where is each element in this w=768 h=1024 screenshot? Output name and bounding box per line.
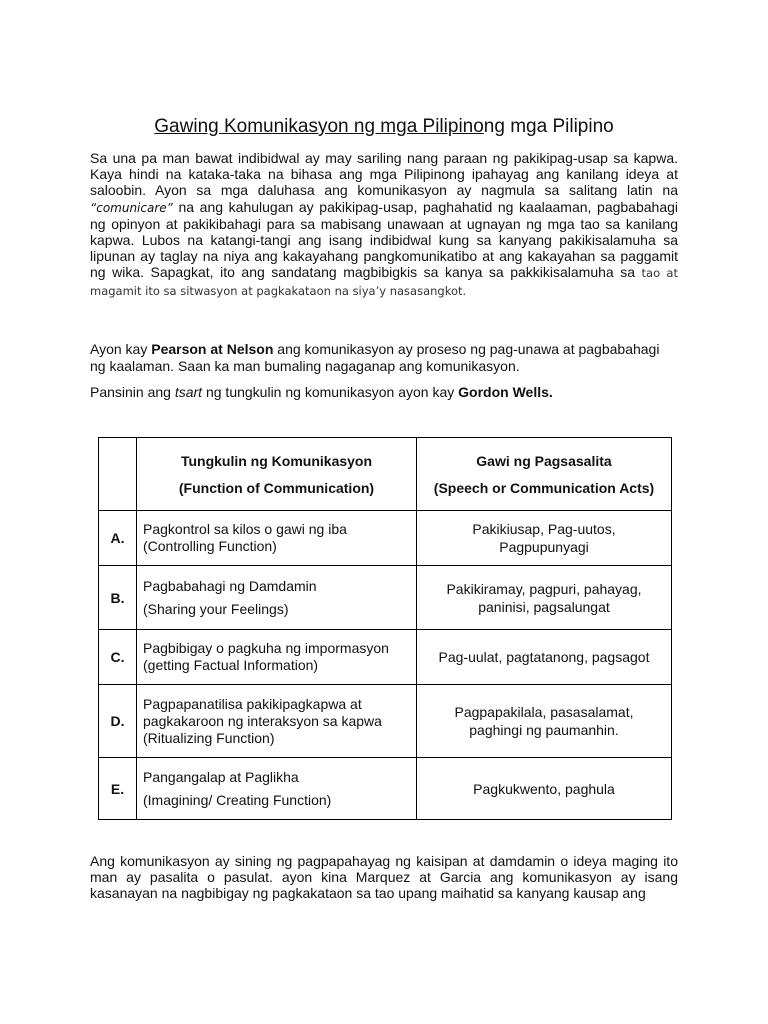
page-title [0,116,768,138]
function-en-text: (Imagining/ Creating Function) [143,791,332,808]
row-function [137,758,417,820]
function-text: Pagbabahagi ng Damdamin [143,577,317,594]
intro-text: Sa una pa man bawat indibidwal ay may sariling nang paraan ng pakikipag-usap sa kapwa. Kaya hindi na kataka-taka na bihasa ang mga Pilipinong ipahayag ang kanilang ideya at saloobin. Ayon sa mga daluhasa ang komunikasyon ay nagmula sa salitang latin na [90,150,678,199]
body-text: na ang kahulugan ay pakikipag-usap, paghahatid ng kaalaaman, pagbabahagi ng opinyon at pakikibahagi para sa mabisang unawaan at ugnayan ng mga tao sa kanilang kapwa. Lubos na katangi-tangi ang isang indibidwal kung sa kanyang pakikisalamuha sa lipunan ay taglay na niya ang kakayahang pangkomunikatibo at ang kakayahan sa paggamit ng wika. Sapagkat, ito ang sandatang magbibigkis sa kanya sa pakkikisalamuha sa [90,198,678,281]
communication-functions-table [98,437,672,820]
table-row [99,511,672,566]
p2-before: Ayon kay [90,341,148,357]
function-en-text: (Controlling Function) [143,538,277,554]
header-acts-cell [417,438,672,511]
tail-text: tao at magamit ito sa sitwasyon at pagkakataon na siya’y nasasangkot. [90,266,678,298]
table-header-row [99,438,672,511]
p2-after: ang komunikasyon ay proseso ng pag-unawa at pagbabahagi ng kaalaman. Saan ka man bumaling nagaganap ang komunikasyon. [90,341,660,374]
row-acts: Pakikiusap, Pag-uutos, Pagpupunyagi [417,511,672,566]
row-acts: Pagkukwento, paghula [417,758,672,820]
table-row [99,630,672,685]
row-function [137,685,417,758]
function-en-text: (getting Factual Information) [143,657,319,673]
row-function [137,630,417,685]
header-blank-cell [99,438,137,511]
latin-word: “comunicare” [90,200,173,215]
row-letter: B. [99,566,137,630]
row-letter: A. [99,511,137,566]
title-underlined: Gawing Komunikasyon ng mga Pilipino [154,116,484,137]
paragraph-tsart [90,384,678,400]
title-rest: ng mga Pilipino [483,116,614,137]
row-letter: D. [99,685,137,758]
row-letter: C. [99,630,137,685]
table-row [99,566,672,630]
row-function [137,511,417,566]
p3-tsart: tsart [174,384,203,400]
row-function [137,566,417,630]
table-row [99,685,672,758]
header-function-cell [137,438,417,511]
function-text: Pangangalap at Paglikha [143,768,299,785]
header-function: Tungkulin ng Komunikasyon [180,453,373,469]
header-function-en: (Function of Communication) [178,480,375,496]
function-text: Pagpapanatilisa pakikipagkapwa at pagkakaroon ng interaksyon sa kapwa [143,695,382,729]
row-letter: E. [99,758,137,820]
row-acts: Pakikiramay, pagpuri, pahayag, paninisi, pagsalungat [417,566,672,630]
row-acts: Pagpapakilala, pasasalamat, paghingi ng paumanhin. [417,685,672,758]
function-en-text: (Sharing your Feelings) [143,600,289,617]
function-text: Pagbibigay o pagkuha ng impormasyon [143,640,389,656]
function-text: Pagkontrol sa kilos o gawi ng iba [143,521,347,537]
p3-before: Pansinin ang [90,384,171,400]
p3-middle: ng tungkulin ng komunikasyon ayon kay [205,384,455,400]
header-acts-en: (Speech or Communication Acts) [433,480,655,496]
p3-name: Gordon Wells. [458,384,553,400]
paragraph-conclusion: Ang komunikasyon ay sining ng pagpapahayag ng kaisipan at damdamin o ideya maging ito man ay pasalita o pasulat. ayon kina Marquez at Garcia ang komunikasyon ay isang kasanayan na nagbibigay ng pagkakataon sa tao upang maihatid sa kanyang kausap ang [90,853,678,902]
paragraph-pearson-nelson [90,341,678,375]
p2-authors: Pearson at Nelson [151,341,274,357]
function-en-text: (Ritualizing Function) [143,729,275,746]
table-row [99,758,672,820]
paragraph-introduction [90,150,678,299]
header-acts: Gawi ng Pagsasalita [476,453,612,469]
row-acts: Pag-uulat, pagtatanong, pagsagot [417,630,672,685]
